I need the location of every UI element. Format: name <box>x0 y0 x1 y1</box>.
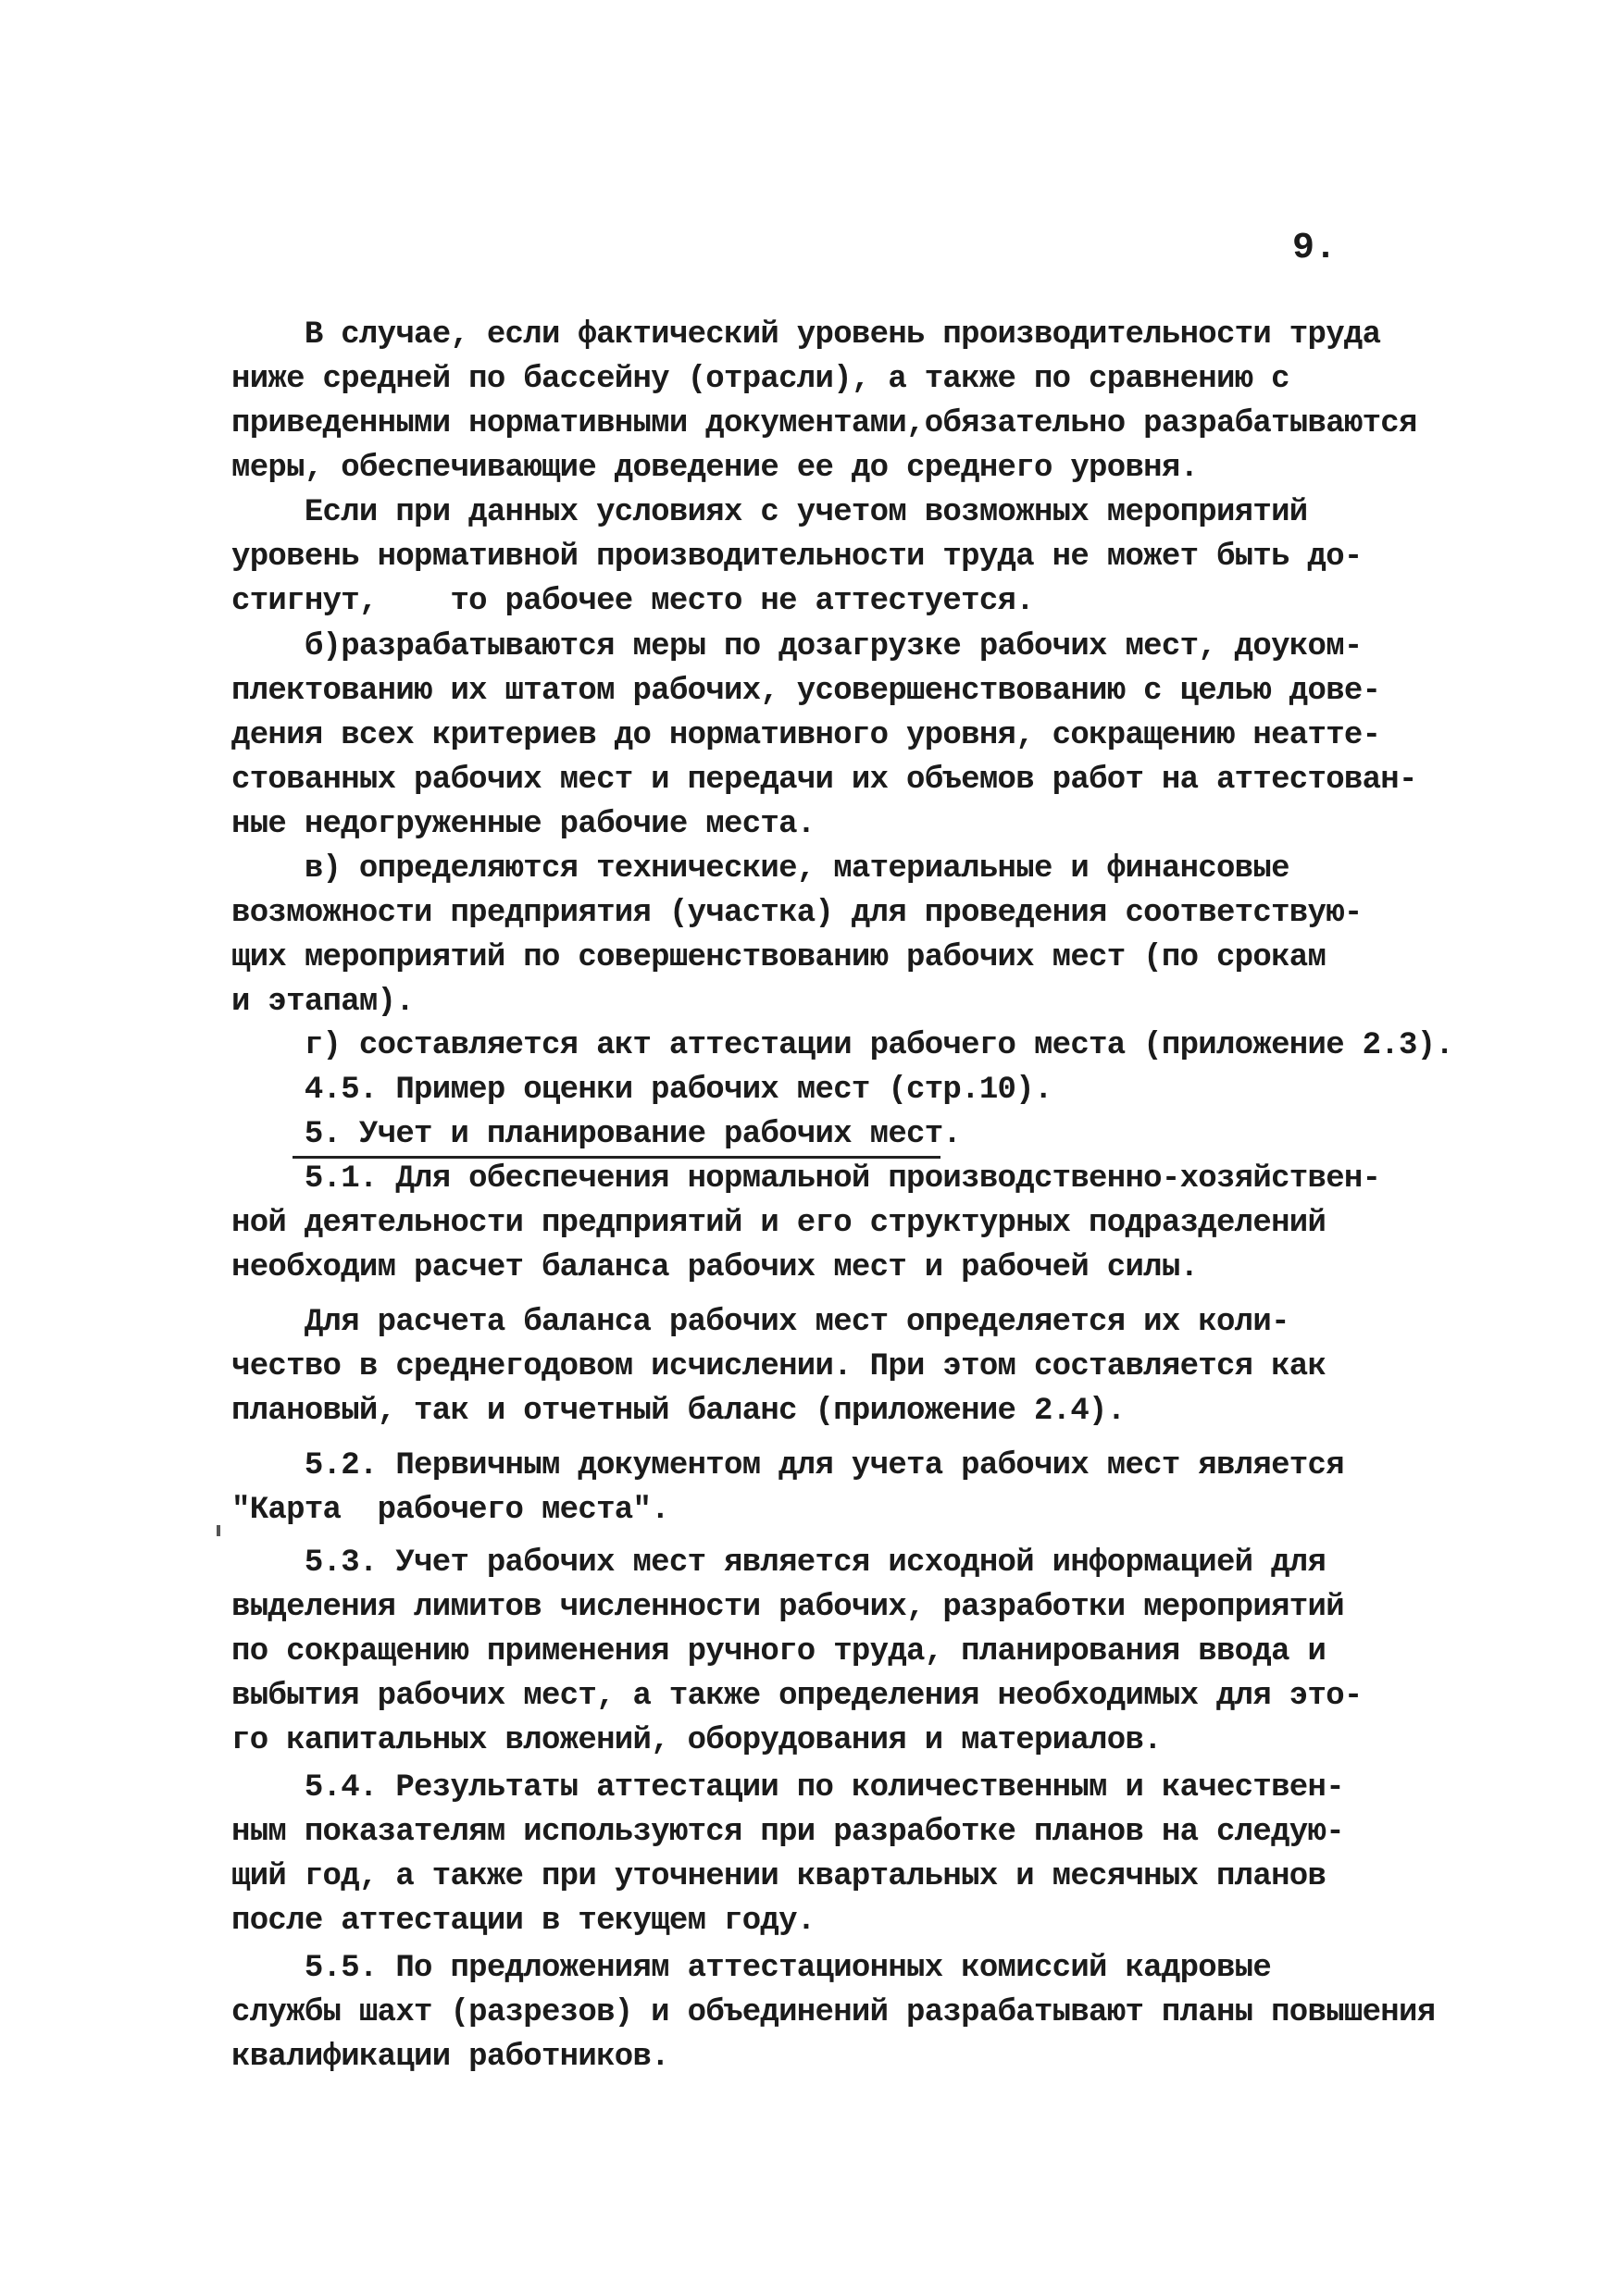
paragraph-4-5: 4.5. Пример оценки рабочих мест (стр.10). <box>231 1073 1052 1108</box>
paragraph-item-b: б)разрабатываются меры по дозагрузке рабочих мест, доуком- плектованию их штатом рабочих, усовершенствованию с целью дове- дения всех критериев до нормативного уровня, сокращению неатте- стованных рабочих мест и передачи их объемов работ на аттестован- ные недогруженные рабочие места. <box>231 629 1417 842</box>
paragraph-balance-calculation: Для расчета баланса рабочих мест определяется их коли- чество в среднегодовом исчислении. При этом составляется как плановый, так и отчетный баланс (приложение 2.4). <box>231 1305 1326 1429</box>
paragraph-5-3: 5.3. Учет рабочих мест является исходной информацией для выделения лимитов численности рабочих, разработки мероприятий по сокращению применения ручного труда, планирования ввода и выбытия рабочих мест, а также определения необходимых для это- го капитальных вложений, оборудования и материалов. <box>231 1545 1363 1758</box>
paragraph-5-1: 5.1. Для обеспечения нормальной производственно-хозяйствен- ной деятельности предприятий и его структурных подразделений необходим расчет баланса рабочих мест и рабочей силы. <box>231 1161 1381 1285</box>
paragraph-not-certified: Если при данных условиях с учетом возможных мероприятий уровень нормативной производительности труда не может быть до- стигнут, то рабочее место не аттестуется. <box>231 495 1363 619</box>
page-number: 9. <box>1292 228 1338 269</box>
paragraph-productivity-level: В случае, если фактический уровень производительности труда ниже средней по бассейну (отрасли), а также по сравнению с приведенными нормативными документами,обязательно разрабатываются меры, обеспечивающие доведение ее до среднего уровня. <box>231 317 1417 486</box>
paragraph-5-2: 5.2. Первичным документом для учета рабочих мест является "Карта рабочего места". <box>231 1448 1344 1528</box>
paragraph-item-g: г) составляется акт аттестации рабочего места (приложение 2.3). <box>231 1028 1454 1063</box>
paragraph-5-5: 5.5. По предложениям аттестационных комиссий кадровые службы шахт (разрезов) и объединений разрабатывают планы повышения квалификации работников. <box>231 1951 1436 2075</box>
margin-mark <box>217 1525 220 1536</box>
paragraph-5-4: 5.4. Результаты аттестации по количественным и качествен- ным показателям используются при разработке планов на следую- щий год, а также при уточнении квартальных и месячных планов после аттестации в текущем году. <box>231 1770 1344 1939</box>
section-heading-5: 5. Учет и планирование рабочих мест. <box>231 1117 962 1152</box>
paragraph-item-v: в) определяются технические, материальные и финансовые возможности предприятия (участка) для проведения соответствую- щих мероприятий по совершенствованию рабочих мест (по срокам и этапам). <box>231 851 1363 1020</box>
